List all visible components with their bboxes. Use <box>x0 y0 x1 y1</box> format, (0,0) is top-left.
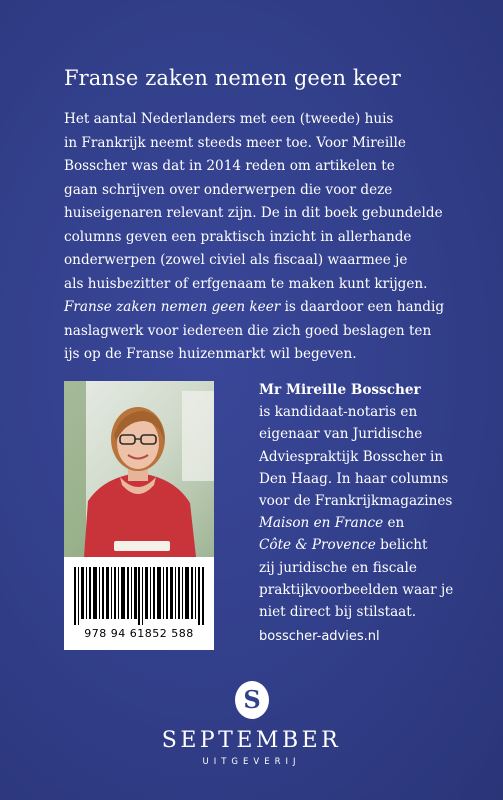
blurb-line-rest: is daardoor een handig <box>280 299 445 315</box>
author-bio-line-rest: en <box>383 515 405 532</box>
barcode <box>64 557 214 650</box>
book-title: Franse zaken nemen geen keer <box>64 66 401 90</box>
blurb-text <box>64 108 484 367</box>
magazine-name: Côte & Provence <box>259 537 376 554</box>
author-bio-line: niet direct bij stilstaat. <box>259 604 417 621</box>
blurb-line: columns geven een praktisch inzicht in allerhande <box>64 228 412 245</box>
author-bio-line-rest: belicht <box>375 537 428 554</box>
author-bio-line: zij juridische en fiscale <box>259 559 417 576</box>
author-bio-line <box>259 534 499 556</box>
publisher-logo-icon <box>234 680 270 720</box>
author-bio-line: praktijkvoorbeelden waar je <box>259 581 454 598</box>
publisher-name: SEPTEMBER <box>161 728 342 753</box>
blurb-line: onderwerpen (zowel civiel als fiscaal) waarmee je <box>64 252 408 268</box>
author-bio-line <box>259 512 499 534</box>
author-bio-line: voor de Frankrijkmagazines <box>259 493 453 510</box>
blurb-line: Bosscher was dat in 2014 reden om artikelen te <box>64 158 395 174</box>
blurb-italic-title: Franse zaken nemen geen keer <box>64 299 281 315</box>
author-bio-line: Adviespraktijk Bosscher in <box>259 448 444 465</box>
blurb-line: ijs op de Franse huizenmarkt wil begeven. <box>64 346 357 362</box>
author-portrait-image <box>64 381 214 557</box>
blurb-line: huiseigenaren relevant zijn. De in dit boek gebundelde <box>64 205 443 221</box>
author-bio <box>259 379 499 623</box>
blurb-line <box>64 296 484 320</box>
isbn-number: 978 94 61852 588 <box>84 627 194 640</box>
author-bio-line: is kandidaat-notaris en <box>259 404 418 421</box>
publisher-logo-letter: S <box>243 685 261 714</box>
author-website: bosscher-advies.nl <box>259 629 380 644</box>
blurb-line: gaan schrijven over onderwerpen die voor deze <box>64 181 393 198</box>
barcode-bars <box>74 567 204 625</box>
magazine-name: Maison en France <box>259 515 384 532</box>
author-bio-line: eigenaar van Juridische <box>259 426 423 443</box>
author-bio-line: Den Haag. In haar columns <box>259 470 449 487</box>
author-name: Mr Mireille Bosscher <box>259 382 421 398</box>
blurb-line: in Frankrijk neemt steeds meer toe. Voor Mireille <box>64 134 406 151</box>
publisher-imprint: UITGEVERIJ <box>202 757 301 767</box>
blurb-line: naslagwerk voor iedereen die zich goed beslagen ten <box>64 322 432 339</box>
blurb-line: als huisbezitter of erfgenaam te maken kunt krijgen. <box>64 275 428 292</box>
author-photo <box>64 381 214 557</box>
blurb-line: Het aantal Nederlanders met een (tweede) huis <box>64 111 394 127</box>
